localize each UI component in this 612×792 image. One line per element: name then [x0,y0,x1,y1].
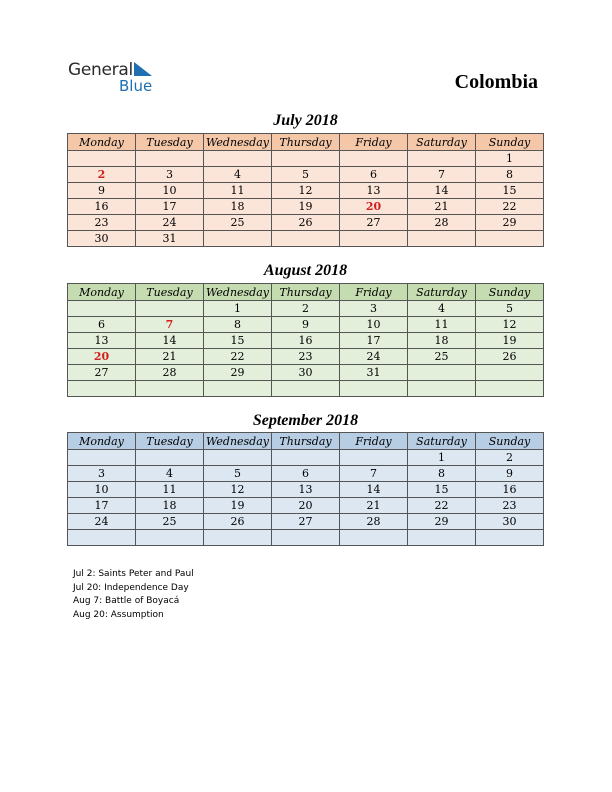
day-cell: 17 [68,498,136,514]
day-cell: 14 [136,333,204,349]
day-cell: 18 [204,199,272,215]
weekday-header: Wednesday [204,433,272,450]
week-row [68,167,544,183]
logo-triangle-icon [134,62,152,76]
day-cell: 16 [476,482,544,498]
week-row [68,365,544,381]
empty-day-cell [136,450,204,466]
day-cell: 11 [204,183,272,199]
empty-day-cell [68,301,136,317]
empty-day-cell [340,381,408,397]
empty-day-cell [476,381,544,397]
day-cell: 15 [408,482,476,498]
day-cell: 15 [476,183,544,199]
day-cell: 23 [272,349,340,365]
weekday-header: Monday [68,134,136,151]
day-cell: 26 [204,514,272,530]
empty-day-cell [204,231,272,247]
empty-day-cell [408,381,476,397]
weekday-header: Sunday [476,433,544,450]
week-row [68,498,544,514]
empty-day-cell [408,530,476,546]
weekday-header: Friday [340,433,408,450]
day-cell: 11 [136,482,204,498]
day-cell: 15 [204,333,272,349]
empty-day-cell [204,151,272,167]
empty-day-cell [272,530,340,546]
day-cell: 31 [136,231,204,247]
day-cell: 4 [136,466,204,482]
day-cell: 3 [68,466,136,482]
empty-day-cell [68,450,136,466]
empty-day-cell [476,231,544,247]
day-cell: 14 [408,183,476,199]
empty-day-cell [340,151,408,167]
empty-day-cell [136,530,204,546]
week-row [68,199,544,215]
weekday-header: Tuesday [136,134,204,151]
day-cell: 6 [340,167,408,183]
weekday-header: Wednesday [204,134,272,151]
day-cell: 27 [272,514,340,530]
day-cell: 6 [272,466,340,482]
day-cell: 6 [68,317,136,333]
weekday-header: Tuesday [136,433,204,450]
week-row [68,183,544,199]
calendar-weeks [68,301,544,397]
holiday-day-cell: 20 [68,349,136,365]
day-cell: 25 [136,514,204,530]
day-cell: 19 [476,333,544,349]
day-cell: 2 [272,301,340,317]
holiday-note: Jul 20: Independence Day [73,582,189,593]
empty-day-cell [68,151,136,167]
week-row [68,466,544,482]
month-title-august: August 2018 [263,262,348,279]
day-cell: 18 [408,333,476,349]
empty-day-cell [136,151,204,167]
day-cell: 1 [204,301,272,317]
day-cell: 28 [340,514,408,530]
logo-text-general: General [68,60,133,80]
empty-day-cell [204,530,272,546]
logo [68,60,168,96]
day-cell: 21 [136,349,204,365]
logo-text-blue: Blue [119,77,153,95]
weekday-header-row [68,284,544,301]
country-title: Colombia [454,71,538,93]
calendar-july [67,133,544,247]
day-cell: 12 [204,482,272,498]
weekday-header: Sunday [476,134,544,151]
empty-day-cell [408,365,476,381]
day-cell: 25 [408,349,476,365]
day-cell: 1 [476,151,544,167]
day-cell: 28 [408,215,476,231]
week-row [68,349,544,365]
empty-day-cell [136,301,204,317]
day-cell: 22 [408,498,476,514]
empty-day-cell [204,450,272,466]
day-cell: 8 [476,167,544,183]
weekday-header: Tuesday [136,284,204,301]
empty-day-cell [408,231,476,247]
empty-day-cell [272,381,340,397]
day-cell: 14 [340,482,408,498]
day-cell: 20 [272,498,340,514]
day-cell: 12 [476,317,544,333]
week-row [68,450,544,466]
day-cell: 4 [408,301,476,317]
calendar-august [67,283,544,397]
week-row [68,333,544,349]
weekday-header: Saturday [408,433,476,450]
weekday-header: Friday [340,284,408,301]
day-cell: 4 [204,167,272,183]
day-cell: 23 [476,498,544,514]
weekday-header: Wednesday [204,284,272,301]
empty-day-cell [204,381,272,397]
day-cell: 19 [272,199,340,215]
weekday-header: Saturday [408,134,476,151]
month-title-july: July 2018 [273,112,338,129]
day-cell: 13 [272,482,340,498]
weekday-header-row [68,433,544,450]
day-cell: 28 [136,365,204,381]
day-cell: 16 [272,333,340,349]
day-cell: 8 [408,466,476,482]
weekday-header: Thursday [272,134,340,151]
empty-day-cell [68,530,136,546]
calendar-weeks [68,450,544,546]
day-cell: 26 [476,349,544,365]
week-row [68,151,544,167]
day-cell: 3 [136,167,204,183]
day-cell: 10 [340,317,408,333]
day-cell: 10 [68,482,136,498]
day-cell: 16 [68,199,136,215]
week-row [68,317,544,333]
day-cell: 12 [272,183,340,199]
empty-day-cell [272,231,340,247]
day-cell: 5 [476,301,544,317]
empty-day-cell [340,231,408,247]
empty-day-cell [340,450,408,466]
holiday-note: Aug 20: Assumption [73,609,164,620]
day-cell: 13 [340,183,408,199]
empty-day-cell [68,381,136,397]
day-cell: 5 [272,167,340,183]
weekday-header: Monday [68,284,136,301]
empty-day-cell [272,450,340,466]
day-cell: 10 [136,183,204,199]
week-row [68,514,544,530]
week-row [68,215,544,231]
day-cell: 8 [204,317,272,333]
day-cell: 5 [204,466,272,482]
holiday-day-cell: 2 [68,167,136,183]
day-cell: 7 [408,167,476,183]
day-cell: 9 [272,317,340,333]
weekday-header: Sunday [476,284,544,301]
day-cell: 26 [272,215,340,231]
day-cell: 3 [340,301,408,317]
empty-day-cell [476,530,544,546]
day-cell: 30 [272,365,340,381]
day-cell: 30 [68,231,136,247]
weekday-header: Monday [68,433,136,450]
day-cell: 9 [68,183,136,199]
day-cell: 17 [340,333,408,349]
day-cell: 30 [476,514,544,530]
day-cell: 24 [68,514,136,530]
day-cell: 18 [136,498,204,514]
day-cell: 24 [136,215,204,231]
weekday-header: Friday [340,134,408,151]
holiday-note: Aug 7: Battle of Boyacá [73,596,180,606]
calendar-weeks [68,151,544,247]
day-cell: 21 [340,498,408,514]
weekday-header: Saturday [408,284,476,301]
day-cell: 24 [340,349,408,365]
day-cell: 13 [68,333,136,349]
day-cell: 29 [476,215,544,231]
weekday-header: Thursday [272,284,340,301]
day-cell: 25 [204,215,272,231]
empty-day-cell [136,381,204,397]
month-title-september: September 2018 [252,412,359,429]
day-cell: 19 [204,498,272,514]
day-cell: 22 [476,199,544,215]
day-cell: 17 [136,199,204,215]
empty-day-cell [476,365,544,381]
holiday-notes [73,568,194,622]
week-row [68,301,544,317]
weekday-header-row [68,134,544,151]
day-cell: 27 [68,365,136,381]
day-cell: 11 [408,317,476,333]
week-row [68,530,544,546]
empty-day-cell [340,530,408,546]
weekday-header: Thursday [272,433,340,450]
holiday-day-cell: 20 [340,199,408,215]
day-cell: 31 [340,365,408,381]
week-row [68,231,544,247]
day-cell: 22 [204,349,272,365]
day-cell: 21 [408,199,476,215]
day-cell: 7 [340,466,408,482]
week-row [68,482,544,498]
empty-day-cell [272,151,340,167]
day-cell: 1 [408,450,476,466]
day-cell: 29 [408,514,476,530]
empty-day-cell [408,151,476,167]
day-cell: 9 [476,466,544,482]
holiday-note: Jul 2: Saints Peter and Paul [73,569,194,579]
day-cell: 23 [68,215,136,231]
day-cell: 2 [476,450,544,466]
day-cell: 27 [340,215,408,231]
day-cell: 29 [204,365,272,381]
week-row [68,381,544,397]
holiday-day-cell: 7 [136,317,204,333]
calendar-september [67,432,544,546]
